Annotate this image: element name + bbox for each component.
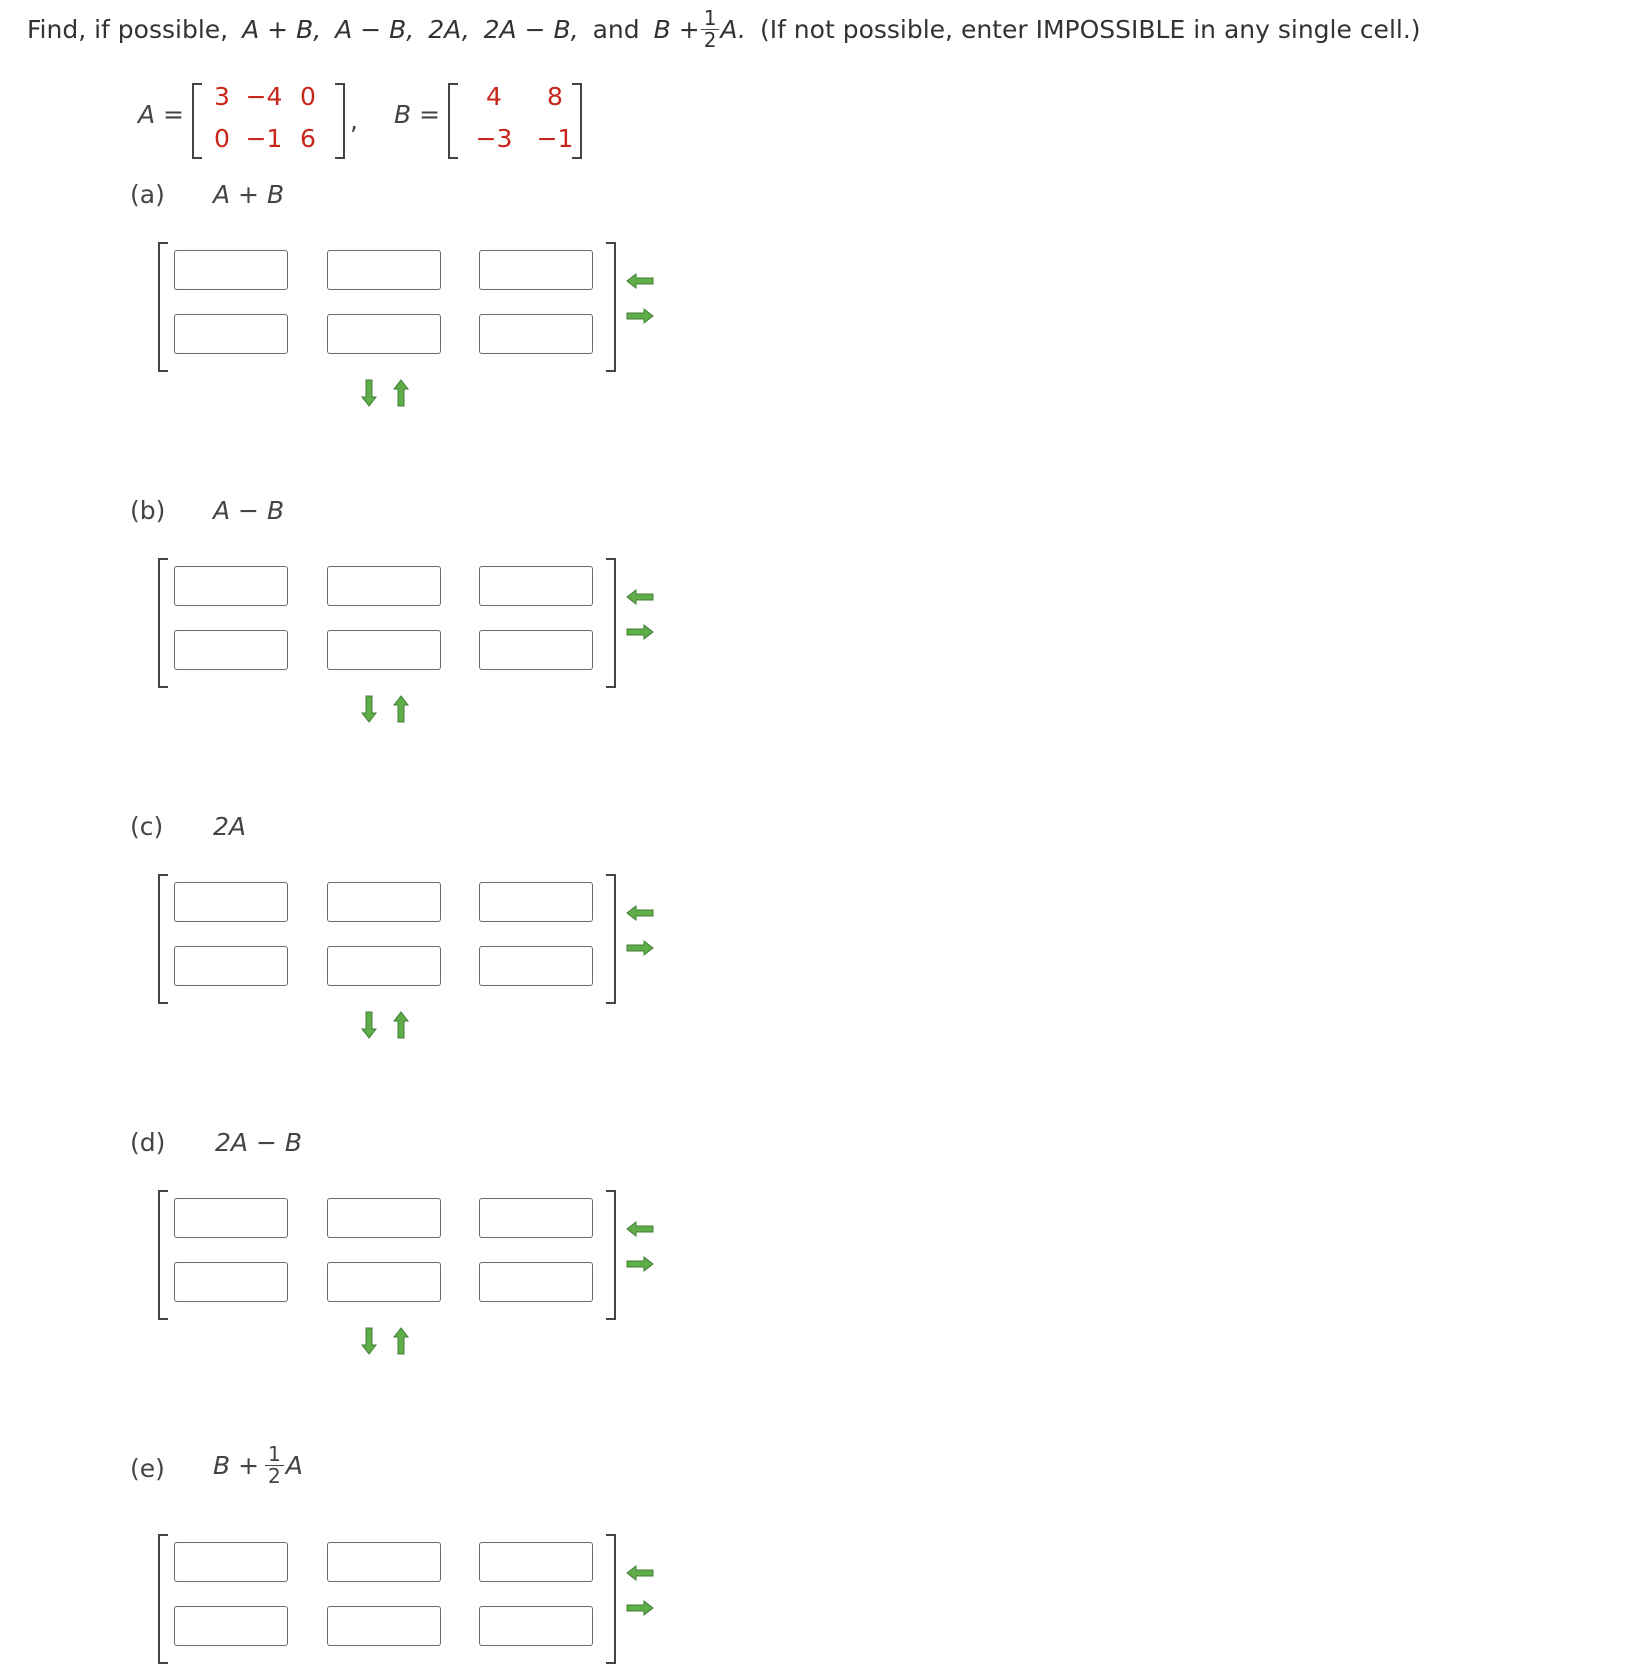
matrix-a-left-bracket: [192, 83, 202, 159]
part-d-cell-r1c2[interactable]: [327, 1198, 441, 1238]
arrow-up-icon[interactable]: [392, 1326, 410, 1360]
part-c-cell-r1c3[interactable]: [479, 882, 593, 922]
part-a-cell-r2c2[interactable]: [327, 314, 441, 354]
part-a-label: (a): [130, 180, 165, 209]
arrow-down-icon[interactable]: [360, 694, 378, 728]
part-e-expression: B + $\frac{1}{2}$ A: [213, 1442, 303, 1488]
part-a-cell-r1c2[interactable]: [327, 250, 441, 290]
part-b-right-bracket: [606, 558, 616, 688]
arrow-down-icon[interactable]: [360, 378, 378, 412]
part-d-expression: 2A − B: [215, 1128, 302, 1157]
part-d-right-bracket: [606, 1190, 616, 1320]
matrix-b-left-bracket: [448, 83, 458, 159]
fraction: $\frac{1}{2}$: [265, 1444, 284, 1487]
matrix-a-entry: −1: [245, 124, 283, 153]
arrow-left-icon[interactable]: [625, 1220, 655, 1242]
part-c-cell-r2c1[interactable]: [174, 946, 288, 986]
part-a-right-bracket: [606, 242, 616, 372]
matrix-a-entry: 0: [300, 82, 316, 111]
arrow-left-icon[interactable]: [625, 904, 655, 926]
part-b-label: (b): [130, 496, 166, 525]
part-b-cell-r1c2[interactable]: [327, 566, 441, 606]
part-e-cell-r2c3[interactable]: [479, 1606, 593, 1646]
part-d-left-bracket: [158, 1190, 168, 1320]
part-b-cell-r2c2[interactable]: [327, 630, 441, 670]
part-e-label: (e): [130, 1454, 165, 1483]
matrix-a: [206, 80, 326, 156]
part-c-cell-r2c2[interactable]: [327, 946, 441, 986]
arrow-left-icon[interactable]: [625, 588, 655, 610]
part-e-cell-r1c1[interactable]: [174, 1542, 288, 1582]
part-d-cell-r2c3[interactable]: [479, 1262, 593, 1302]
part-e-right-bracket: [606, 1534, 616, 1664]
part-d-cell-r2c2[interactable]: [327, 1262, 441, 1302]
part-b-cell-r1c3[interactable]: [479, 566, 593, 606]
arrow-right-icon[interactable]: [625, 1255, 655, 1277]
arrow-right-icon[interactable]: [625, 307, 655, 329]
part-a-left-bracket: [158, 242, 168, 372]
arrow-up-icon[interactable]: [392, 694, 410, 728]
arrow-right-icon[interactable]: [625, 939, 655, 961]
part-e-left-bracket: [158, 1534, 168, 1664]
matrix-b-label: B =: [394, 100, 441, 129]
matrix-a-label: A =: [138, 100, 184, 129]
matrix-b-entry: −1: [536, 124, 574, 153]
instruction-text: Find, if possible, A + B, A − B, 2A, 2A − B, and B + $\frac{1}{2}$ A. (If not possible, enter IMPOSSIBLE in any single cell.): [27, 6, 1421, 52]
part-c-right-bracket: [606, 874, 616, 1004]
arrow-down-icon[interactable]: [360, 1326, 378, 1360]
part-b-cell-r2c1[interactable]: [174, 630, 288, 670]
matrix-b: [462, 80, 584, 156]
part-d-cell-r2c1[interactable]: [174, 1262, 288, 1302]
arrow-right-icon[interactable]: [625, 1599, 655, 1621]
fraction: $\frac{1}{2}$: [701, 8, 720, 51]
part-d-cell-r1c1[interactable]: [174, 1198, 288, 1238]
part-c-cell-r2c3[interactable]: [479, 946, 593, 986]
part-c-cell-r1c2[interactable]: [327, 882, 441, 922]
part-e-cell-r2c2[interactable]: [327, 1606, 441, 1646]
arrow-left-icon[interactable]: [625, 272, 655, 294]
matrix-b-entry: 8: [547, 82, 563, 111]
arrow-up-icon[interactable]: [392, 1010, 410, 1044]
part-a-cell-r1c3[interactable]: [479, 250, 593, 290]
part-b-left-bracket: [158, 558, 168, 688]
matrix-a-entry: 3: [214, 82, 230, 111]
arrow-right-icon[interactable]: [625, 623, 655, 645]
part-d-label: (d): [130, 1128, 166, 1157]
part-b-cell-r1c1[interactable]: [174, 566, 288, 606]
part-a-cell-r1c1[interactable]: [174, 250, 288, 290]
matrix-b-right-bracket: [572, 83, 582, 159]
part-c-label: (c): [130, 812, 164, 841]
part-b-expression: A − B: [213, 496, 285, 525]
part-e-cell-r1c3[interactable]: [479, 1542, 593, 1582]
matrix-a-right-bracket: [335, 83, 345, 159]
matrix-b-entry: 4: [486, 82, 502, 111]
part-c-expression: 2A: [213, 812, 247, 841]
matrix-b-entry: −3: [475, 124, 513, 153]
part-e-cell-r2c1[interactable]: [174, 1606, 288, 1646]
part-c-left-bracket: [158, 874, 168, 1004]
part-a-cell-r2c1[interactable]: [174, 314, 288, 354]
arrow-left-icon[interactable]: [625, 1564, 655, 1586]
arrow-up-icon[interactable]: [392, 378, 410, 412]
part-a-cell-r2c3[interactable]: [479, 314, 593, 354]
matrix-a-entry: 6: [300, 124, 316, 153]
matrix-a-entry: 0: [214, 124, 230, 153]
part-c-cell-r1c1[interactable]: [174, 882, 288, 922]
part-d-cell-r1c3[interactable]: [479, 1198, 593, 1238]
matrix-a-entry: −4: [245, 82, 283, 111]
part-b-cell-r2c3[interactable]: [479, 630, 593, 670]
part-e-cell-r1c2[interactable]: [327, 1542, 441, 1582]
arrow-down-icon[interactable]: [360, 1010, 378, 1044]
part-a-expression: A + B: [213, 180, 285, 209]
matrix-separator: ,: [350, 106, 358, 135]
